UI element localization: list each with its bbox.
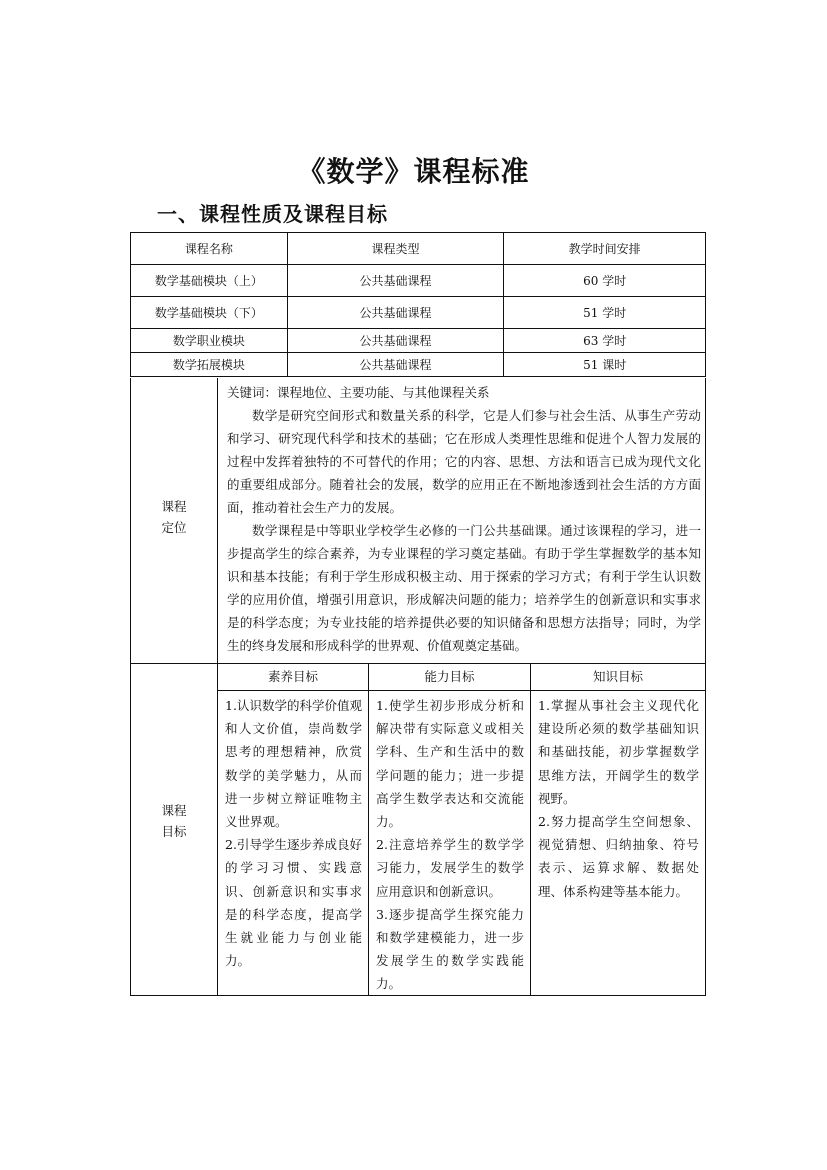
literacy-goal-item: 1.认识数学的科学价值观和人文价值，崇尚数学思考的理想精神，欣赏数学的美学魅力，从而进一步树立辩证唯物主义世界观。: [225, 698, 362, 830]
knowledge-goal-item: 2.努力提高学生空间想象、视觉猜想、归纳抽象、符号表示、运算求解、数据处理、体系构建等基本能力。: [538, 814, 699, 899]
objectives-label-line2: 目标: [161, 824, 187, 839]
positioning-content: [227, 381, 701, 657]
table-row: [131, 329, 706, 353]
table-row: [131, 297, 706, 329]
ability-goal-item: 1.使学生初步形成分析和解决带有实际意义或相关学科、生产和生活中的数学问题的能力；进一步提高学生数学表达和交流能力。: [376, 698, 524, 830]
positioning-paragraph-1: 数学是研究空间形式和数量关系的科学，它是人们参与社会生活、从事生产劳动和学习、研究现代科学和技术的基础；它在形成人类理性思维和促进个人智力发展的过程中发挥着独特的不可替代的作用；它的内容、思想、方法和语言已成为现代文化的重要组成部分。随着社会的发展，数学的应用正在不断地渗透到社会生活的方方面面，推动着社会生产力的发展。: [227, 408, 701, 515]
keywords-line: 关键词：课程地位、主要功能、与其他课程关系: [227, 385, 490, 400]
cell-course-name: 数学基础模块（下）: [131, 297, 288, 329]
positioning-label-line2: 定位: [161, 520, 187, 535]
ability-goal-item: 2.注意培养学生的数学学习能力，发展学生的数学应用意识和创新意识。: [376, 837, 524, 899]
table-row: [131, 265, 706, 297]
header-teaching-hours: 教学时间安排: [504, 233, 706, 265]
objectives-grid: [218, 664, 705, 995]
cell-course-name: 数学基础模块（上）: [131, 265, 288, 297]
cell-course-type: 公共基础课程: [287, 329, 504, 353]
knowledge-goals-column: [531, 664, 705, 995]
table-row: [131, 353, 706, 377]
ability-goals-column: [369, 664, 531, 995]
literacy-goals-header: 素养目标: [218, 664, 368, 691]
course-info-table: [130, 232, 706, 377]
knowledge-goal-item: 1.掌握从事社会主义现代化建设所必须的数学基础知识和基础技能，初步掌握数学思维方法，开阔学生的数学视野。: [538, 698, 699, 806]
literacy-goals-column: [218, 664, 369, 995]
cell-hours: 51 课时: [504, 353, 706, 377]
section-heading: 一、课程性质及课程目标: [157, 202, 388, 226]
header-course-name: 课程名称: [131, 233, 288, 265]
header-course-type: 课程类型: [287, 233, 504, 265]
objectives-label: [131, 664, 218, 995]
table-header-row: [131, 233, 706, 265]
positioning-label: [131, 378, 218, 663]
ability-goal-item: 3.逐步提高学生探究能力和数学建模能力，进一步发展学生的数学实践能力。: [376, 906, 524, 992]
cell-hours: 60 学时: [504, 265, 706, 297]
cell-hours: 63 学时: [504, 329, 706, 353]
positioning-paragraph-2: 数学课程是中等职业学校学生必修的一门公共基础课。通过该课程的学习，进一步提高学生的综合素养，为专业课程的学习奠定基础。有助于学生掌握数学的基本知识和基本技能；有利于学生形成积极主动、用于探索的学习方式；有利于学生认识数学的应用价值，增强引用意识，形成解决问题的能力；培养学生的创新意识和实事求是的科学态度；为专业技能的培养提供必要的知识储备和思想方法指导；同时，为学生的终身发展和形成科学的世界观、价值观奠定基础。: [227, 523, 701, 653]
ability-goals-header: 能力目标: [369, 664, 530, 691]
cell-course-name: 数学拓展模块: [131, 353, 288, 377]
course-objectives-section: [130, 663, 706, 996]
positioning-label-line1: 课程: [161, 499, 187, 514]
course-positioning-section: [130, 378, 706, 664]
objectives-label-line1: 课程: [161, 803, 187, 818]
literacy-goal-item: 2.引导学生逐步养成良好的学习习惯、实践意识、创新意识和实事求是的科学态度，提高学生就业能力与创业能力。: [225, 837, 362, 969]
cell-hours: 51 学时: [504, 297, 706, 329]
cell-course-type: 公共基础课程: [287, 265, 504, 297]
cell-course-name: 数学职业模块: [131, 329, 288, 353]
document-title: 《数学》课程标准: [297, 155, 530, 188]
knowledge-goals-header: 知识目标: [531, 664, 705, 691]
cell-course-type: 公共基础课程: [287, 353, 504, 377]
cell-course-type: 公共基础课程: [287, 297, 504, 329]
